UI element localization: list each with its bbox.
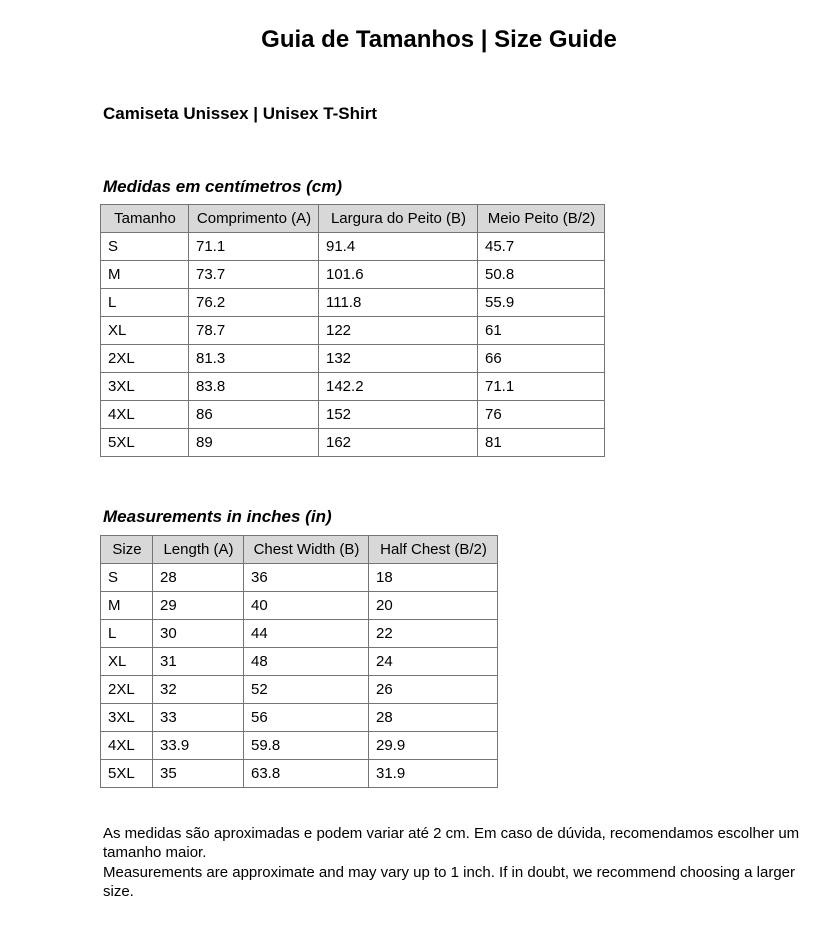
table-cell: 122 — [319, 317, 478, 345]
product-subtitle: Camiseta Unissex | Unisex T-Shirt — [103, 103, 378, 123]
table-cell: 5XL — [101, 759, 153, 787]
table-cell: 28 — [369, 703, 498, 731]
table-cell: 76.2 — [189, 289, 319, 317]
table-cell: 28 — [153, 563, 244, 591]
table-cell: 50.8 — [478, 261, 605, 289]
table-cell: 31.9 — [369, 759, 498, 787]
table-cell: 5XL — [101, 429, 189, 457]
table-row — [101, 591, 498, 619]
table-cell: 4XL — [101, 731, 153, 759]
table-cell: 56 — [244, 703, 369, 731]
table-row — [101, 759, 498, 787]
table-cell: 142.2 — [319, 373, 478, 401]
footer-notes — [103, 824, 830, 902]
table-cell: 66 — [478, 345, 605, 373]
table-cell: 81 — [478, 429, 605, 457]
table-row — [101, 401, 605, 429]
table-row — [101, 317, 605, 345]
table-cell: 73.7 — [189, 261, 319, 289]
column-header: Tamanho — [101, 205, 189, 233]
column-header: Comprimento (A) — [189, 205, 319, 233]
footer-note-pt: As medidas são aproximadas e podem variar até 2 cm. Em caso de dúvida, recomendamos escolher um tamanho maior. — [103, 824, 800, 862]
table-row — [101, 619, 498, 647]
table-cell: XL — [101, 317, 189, 345]
in-table-header — [101, 535, 498, 563]
table-cell: 101.6 — [319, 261, 478, 289]
table-cell: 3XL — [101, 703, 153, 731]
table-cell: 26 — [369, 675, 498, 703]
table-cell: 35 — [153, 759, 244, 787]
in-section-heading: Measurements in inches (in) — [103, 507, 332, 527]
table-cell: 24 — [369, 647, 498, 675]
table-row — [101, 675, 498, 703]
table-cell: 83.8 — [189, 373, 319, 401]
table-cell: 61 — [478, 317, 605, 345]
table-cell: M — [101, 261, 189, 289]
table-cell: M — [101, 591, 153, 619]
table-header-row — [101, 535, 498, 563]
table-cell: 20 — [369, 591, 498, 619]
table-cell: 76 — [478, 401, 605, 429]
table-cell: 22 — [369, 619, 498, 647]
column-header: Chest Width (B) — [244, 535, 369, 563]
column-header: Largura do Peito (B) — [319, 205, 478, 233]
table-cell: 48 — [244, 647, 369, 675]
cm-table-header — [101, 205, 605, 233]
table-cell: 86 — [189, 401, 319, 429]
table-cell: 132 — [319, 345, 478, 373]
table-cell: L — [101, 289, 189, 317]
table-cell: 71.1 — [478, 373, 605, 401]
table-cell: 89 — [189, 429, 319, 457]
table-cell: 36 — [244, 563, 369, 591]
table-cell: 29 — [153, 591, 244, 619]
table-cell: 81.3 — [189, 345, 319, 373]
table-cell: 32 — [153, 675, 244, 703]
table-cell: 91.4 — [319, 233, 478, 261]
table-cell: 30 — [153, 619, 244, 647]
table-cell: 52 — [244, 675, 369, 703]
table-cell: 29.9 — [369, 731, 498, 759]
table-header-row — [101, 205, 605, 233]
table-row — [101, 345, 605, 373]
table-row — [101, 429, 605, 457]
page-title: Guia de Tamanhos | Size Guide — [261, 26, 617, 53]
table-row — [101, 647, 498, 675]
table-cell: L — [101, 619, 153, 647]
column-header: Meio Peito (B/2) — [478, 205, 605, 233]
table-cell: XL — [101, 647, 153, 675]
table-cell: 45.7 — [478, 233, 605, 261]
table-row — [101, 289, 605, 317]
table-cell: 44 — [244, 619, 369, 647]
table-cell: 31 — [153, 647, 244, 675]
table-row — [101, 373, 605, 401]
column-header: Size — [101, 535, 153, 563]
table-cell: 59.8 — [244, 731, 369, 759]
in-size-table — [100, 535, 498, 788]
table-cell: 33.9 — [153, 731, 244, 759]
table-cell: 33 — [153, 703, 244, 731]
in-table-body — [101, 563, 498, 787]
cm-size-table — [100, 204, 605, 457]
table-cell: 162 — [319, 429, 478, 457]
table-row — [101, 261, 605, 289]
table-cell: S — [101, 563, 153, 591]
table-cell: 2XL — [101, 345, 189, 373]
table-row — [101, 703, 498, 731]
table-cell: 71.1 — [189, 233, 319, 261]
cm-table-body — [101, 233, 605, 457]
table-cell: 40 — [244, 591, 369, 619]
table-cell: 152 — [319, 401, 478, 429]
table-cell: S — [101, 233, 189, 261]
table-row — [101, 233, 605, 261]
table-row — [101, 563, 498, 591]
column-header: Length (A) — [153, 535, 244, 563]
cm-section-heading: Medidas em centímetros (cm) — [103, 176, 343, 196]
table-cell: 18 — [369, 563, 498, 591]
table-row — [101, 731, 498, 759]
table-cell: 63.8 — [244, 759, 369, 787]
table-cell: 55.9 — [478, 289, 605, 317]
table-cell: 111.8 — [319, 289, 478, 317]
table-cell: 78.7 — [189, 317, 319, 345]
table-cell: 2XL — [101, 675, 153, 703]
column-header: Half Chest (B/2) — [369, 535, 498, 563]
table-cell: 4XL — [101, 401, 189, 429]
table-cell: 3XL — [101, 373, 189, 401]
footer-note-en: Measurements are approximate and may vary up to 1 inch. If in doubt, we recommend choosing a larger size. — [103, 863, 796, 901]
